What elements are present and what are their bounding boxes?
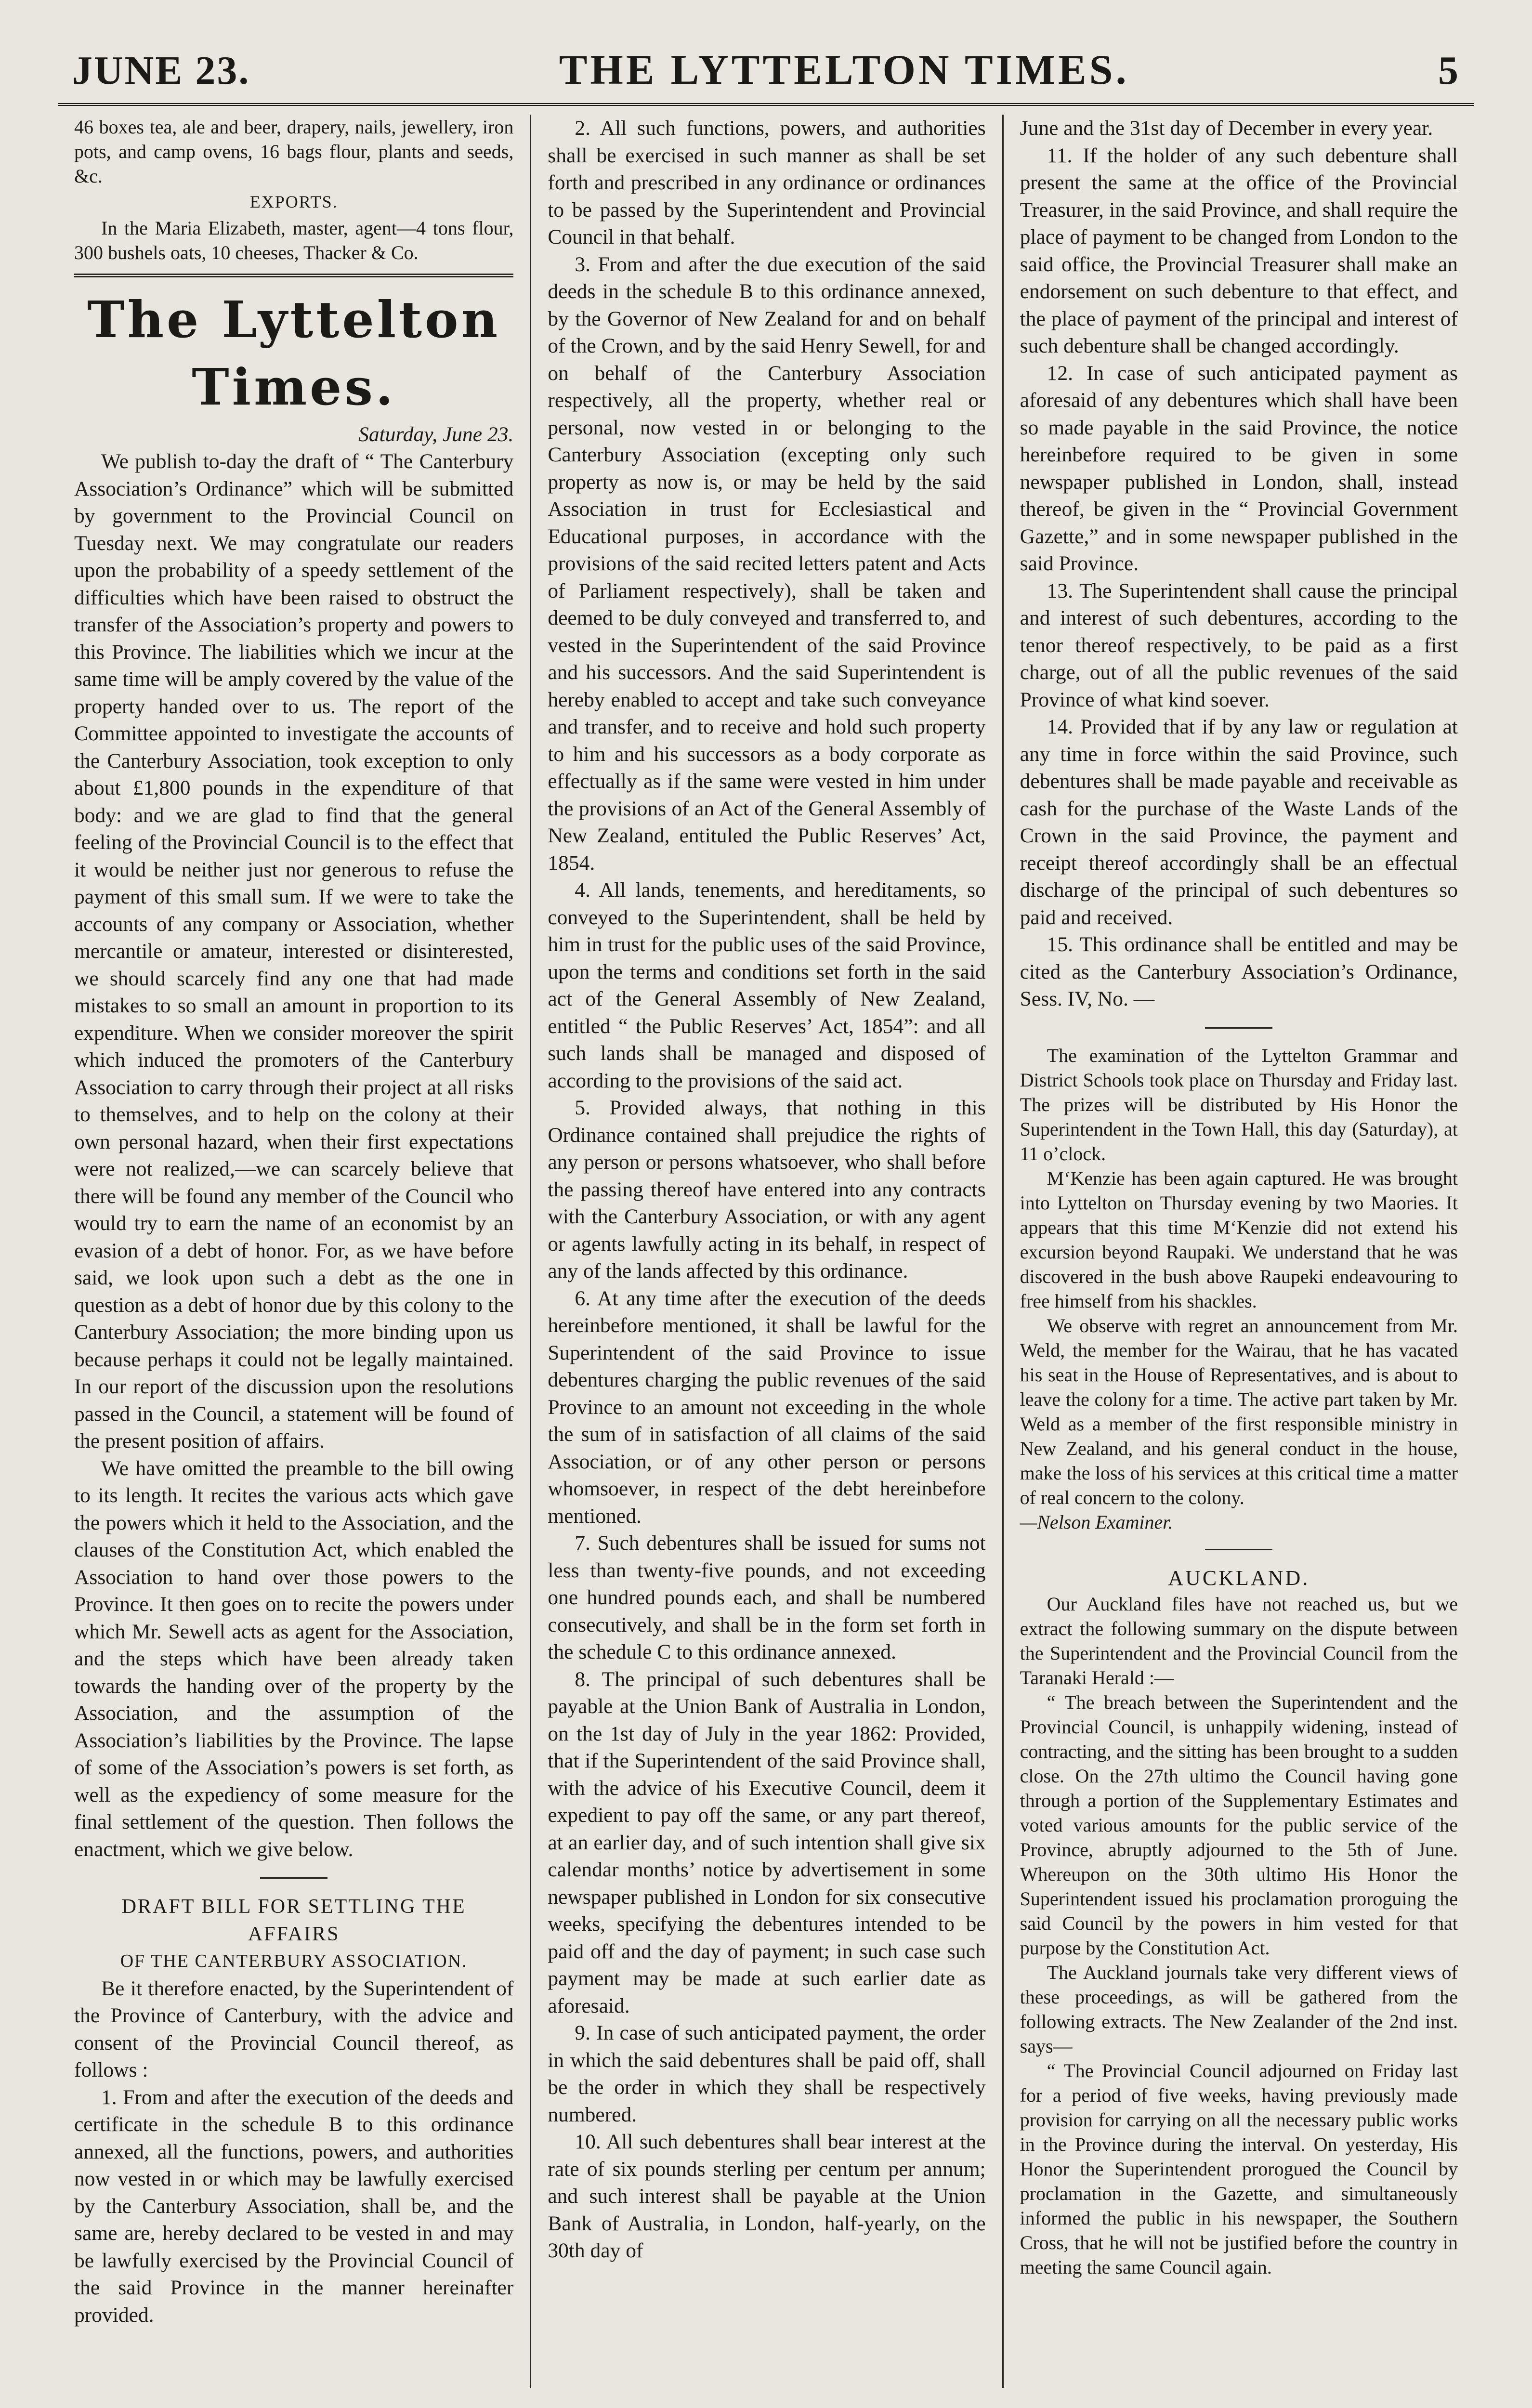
exports-label: EXPORTS.: [249, 192, 338, 211]
masthead: [58, 46, 1474, 106]
clause-5: 5. Provided always, that nothing in this Ordinance contained shall prejudice the rights of any person or persons whatsoever, who shall before the passing thereof have entered into any contracts with the Canterbury Association, or with any agent or agents lawfully acting in its behalf, in respect of any of the lands affected by this ordinance.: [548, 1096, 986, 1283]
clause-14: 14. Provided that if by any law or regulation at any time in force within the said Province, such debentures shall be made payable and receivable as cash for the purchase of the Waste Lands of the Crown in the said Province, the payment and receipt thereof accordingly shall be an effectual discharge of the principal of such debentures so paid and received.: [1020, 715, 1458, 929]
news-attribution: —Nelson Examiner.: [1020, 1511, 1173, 1533]
auckland-paragraph: Our Auckland files have not reached us, but we extract the following summary on the dispute between the Superintendent and the Provincial Council from the Taranaki Herald :—: [1020, 1593, 1458, 1688]
auckland-paragraph: The Auckland journals take very different views of these proceedings, as will be gathered from the following extracts. The New Zealander of the 2nd inst. says—: [1020, 1962, 1458, 2057]
dateline: Saturday, June 23.: [358, 422, 514, 446]
news-item-mckenzie: M‘Kenzie has been again captured. He was brought into Lyttelton on Thursday evening by two Maories. It appears that this time M‘Kenzie did not extend his excursion beyond Raupaki. We understand that he was discovered in the bush above Raupeki endeavouring to free himself from his shackles.: [1020, 1167, 1458, 1312]
clause-9: 9. In case of such anticipated payment, the order in which the said debentures shall be paid off, shall be the order in which they shall be respectively numbered.: [548, 2021, 986, 2126]
column-1: [58, 115, 530, 2388]
clause-2: 2. All such functions, powers, and authorities shall be exercised in such manner as shall be set forth and prescribed in any ordinance or ordinances to be passed by the Superintendent and Provincial Council in that behalf.: [548, 117, 986, 249]
column-2: [530, 115, 1002, 2388]
divider: [260, 1877, 327, 1879]
clause-15: 15. This ordinance shall be entitled and may be cited as the Canterbury Association’s Ordinance, Sess. IV, No. —: [1020, 933, 1458, 1010]
clause-8: 8. The principal of such debentures shall be payable at the Union Bank of Australia in London, on the 1st day of July in the year 1862: Provided, that if the Superintendent of the said Province shall, with the advice of his Executive Council, deem it expedient to pay off the same, or any part thereof, at an earlier day, and of such intention shall give six calendar months’ notice by advertisement in some newspaper published in London for six consecutive weeks, specifying the debentures intended to be paid off and the day of payment; in such case such payment may be made at such earlier date as aforesaid.: [548, 1667, 986, 2017]
draft-bill-heading: DRAFT BILL FOR SETTLING THE AFFAIRS: [121, 1896, 466, 1945]
clause-3: 3. From and after the due execution of the said deeds in the schedule B to this ordinance annexed, by the Governor of New Zealand for and on behalf of the Crown, and by the said Henry Sewell, for and on behalf of the Canterbury Association respectively, all the property, whether real or personal, now vested in or belonging to the Canterbury Association (excepting only such property as now is, or may be held by the said Association in trust for Ecclesiastical and Educational purposes, in accordance with the provisions of the said recited letters patent and Acts of Parliament respectively), shall be taken and deemed to be duly conveyed and transferred to, and vested in the Superintendent of the said Province and his successors. And the said Superintendent is hereby enabled to accept and take such conveyance and transfer, and to receive and hold such property to him and his successors as a body corporate as effectually as if the same were vested in him under the provisions of an Act of the General Assembly of New Zealand, entituled the Public Reserves’ Act, 1854.: [548, 252, 986, 875]
auckland-paragraph: “ The Provincial Council adjourned on Friday last for a period of five weeks, having previously made provision for carrying on all the necessary public works in the Province during the interval. On yesterday, His Honor the Superintendent prorogued the Council by proclamation in the Gazette, and simultaneously informed the public in his newspaper, the Southern Cross, that he will not be justified before the country in meeting the same Council again.: [1020, 2060, 1458, 2278]
columns: [58, 115, 1474, 2388]
imports-tail: 46 boxes tea, ale and beer, drapery, nails, jewellery, iron pots, and camp ovens, 16 bags flour, plants and seeds, &c.: [74, 116, 514, 187]
divider: [74, 274, 513, 277]
paper-title: The Lyttelton Times.: [87, 289, 501, 417]
auckland-paragraph: “ The breach between the Superintendent and the Provincial Council, is unhappily widening, instead of contracting, and the sitting has been brought to a sudden close. On the 27th ultimo the Council having gone through a portion of the Supplementary Estimates and voted various amounts for the public service of the Province, abruptly adjourned to the 5th of June. Whereupon on the 30th ultimo His Honor the Superintendent issued his proclamation proroguing the said Council by the powers in him vested for that purpose by the Constitution Act.: [1020, 1691, 1458, 1959]
clause-4: 4. All lands, tenements, and hereditaments, so conveyed to the Superintendent, shall be held by him in trust for the public uses of the said Province, upon the terms and conditions set forth in the said act of the General Assembly of New Zealand, entitled “ the Public Reserves’ Act, 1854”: and all such lands shall be managed and disposed of according to the provisions of the said act.: [548, 878, 986, 1092]
enactment-paragraph: Be it therefore enacted, by the Superintendent of the Province of Canterbury, with the advice and consent of the Provincial Council thereof, as follows :: [74, 1976, 514, 2081]
column-3: [1002, 115, 1474, 2388]
divider: [1205, 1027, 1272, 1029]
page-number: 5: [1438, 48, 1460, 93]
clause-11: 11. If the holder of any such debenture shall present the same at the office of the Provincial Treasurer, in the said Province, and shall require the place of payment to be changed from London to the said office, the Provincial Treasurer shall make an endorsement on such debenture to that effect, and the place of payment of the principal and interest of such debenture shall be changed accordingly.: [1020, 144, 1458, 357]
clause-12: 12. In case of such anticipated payment as aforesaid of any debentures which shall have been so made payable in the said Province, the notice hereinbefore required to be given in some newspaper published in London, shall, instead thereof, be given in the “ Provincial Government Gazette,” and in some newspaper published in the said Province.: [1020, 361, 1458, 575]
draft-bill-subheading: OF THE CANTERBURY ASSOCIATION.: [120, 1951, 468, 1971]
clause-7: 7. Such debentures shall be issued for sums not less than twenty-five pounds, and not exceeding one hundred pounds each, and shall be numbered consecutively, and shall be in the form set forth in the schedule C to this ordinance annexed.: [548, 1531, 986, 1663]
clause-1: 1. From and after the execution of the deeds and certificate in the schedule B to this ordinance annexed, all the functions, powers, and authorities now vested in or which may be lawfully exercised by the Canterbury Association, shall be, and the same are, hereby declared to be vested in and may be lawfully exercised by the Provincial Council of the said Province in the manner hereinafter provided.: [74, 2085, 514, 2327]
clause-6: 6. At any time after the execution of the deeds hereinbefore mentioned, it shall be lawful for the Superintendent of the said Province to issue debentures charging the public revenues of the said Province to an amount not exceeding in the whole the sum of in satisfaction of all claims of the said Association, or of any other person or persons whomsoever, in respect of the debt hereinbefore mentioned.: [548, 1286, 986, 1528]
auckland-heading: AUCKLAND.: [1168, 1566, 1310, 1590]
news-item-weld: We observe with regret an announcement from Mr. Weld, the member for the Wairau, that he has vacated his seat in the House of Representatives, and is about to leave the colony for a time. The active part taken by Mr. Weld as a member of the first responsible ministry in New Zealand, and his general conduct in the house, make the loss of his services at this critical time a matter of real concern to the colony.: [1020, 1314, 1458, 1508]
clause-13: 13. The Superintendent shall cause the principal and interest of such debentures, according to the tenor thereof respectively, to be paid as a first charge, out of all the public revenues of the said Province of what kind soever.: [1020, 579, 1458, 711]
editorial-paragraph: We have omitted the preamble to the bill owing to its length. It recites the various acts which gave the powers which it held to the Association, and the clauses of the Constitution Act, which enabled the Association to hand over those powers to the Province. It then goes on to recite the powers under which Mr. Sewell acts as agent for the Association, and the steps which have been already taken towards the handing over of the property by the Association, and the assumption of the Association’s liabilities by the Province. The lapse of some of the Association’s powers is set forth, as well as the expediency of some measure for the final settlement of the question. Then follows the enactment, which we give below.: [74, 1456, 514, 1861]
masthead-date: JUNE 23.: [72, 48, 250, 93]
clause-10: 10. All such debentures shall bear interest at the rate of six pounds sterling per centum per annum; and such interest shall be payable at the Union Bank of Australia, in London, half-yearly, on the 30th day of: [548, 2130, 986, 2262]
masthead-title: THE LYTTELTON TIMES.: [559, 47, 1129, 93]
editorial-paragraph: We publish to-day the draft of “ The Canterbury Association’s Ordinance” which will be submitted by government to the Provincial Council on Tuesday next. We may congratulate our readers upon the probability of a speedy settlement of the difficulties which have been raised to obstruct the transfer of the Association’s property and powers to this Province. The liabilities which we incur at the same time will be amply covered by the value of the property handed over to us. The report of the Committee appointed to investigate the accounts of the Canterbury Association, took exception to only about £1,800 pounds in the expenditure of that body: and we are glad to find that the general feeling of the Provincial Council is to the effect that it would be neither just nor generous to refuse the payment of this small sum. If we were to take the accounts of any company or Association, whether mercantile or amateur, interested or disinterested, we should scarcely find any one that had made mistakes to so small an amount in proportion to its expenditure. When we consider moreover the spirit which induced the promoters of the Canterbury Association to carry through their project at all risks to themselves, and to help on the colony at their own personal hazard, when their first expectations were not realized,—we can scarcely believe that there will be found any member of the Council who would try to earn the name of an economist by an evasion of a debt of honor. For, as we have before said, we look upon such a debt as the one in question as a debt of honor due by this colony to the Canterbury Association; the more binding upon us because perhaps it could not be legally maintained. In our report of the discussion upon the resolutions passed in the Council, a statement will be found of the present position of affairs.: [74, 450, 514, 1453]
exports-text: In the Maria Elizabeth, master, agent—4 tons flour, 300 bushels oats, 10 cheeses, Thacker & Co.: [74, 217, 514, 263]
news-item-schools: The examination of the Lyttelton Grammar and District Schools took place on Thursday and Friday last. The prizes will be distributed by His Honor the Superintendent in the Town Hall, this day (Saturday), at 11 o’clock.: [1020, 1044, 1458, 1165]
clause-10-continued: June and the 31st day of December in every year.: [1020, 117, 1433, 140]
divider: [1205, 1549, 1272, 1550]
